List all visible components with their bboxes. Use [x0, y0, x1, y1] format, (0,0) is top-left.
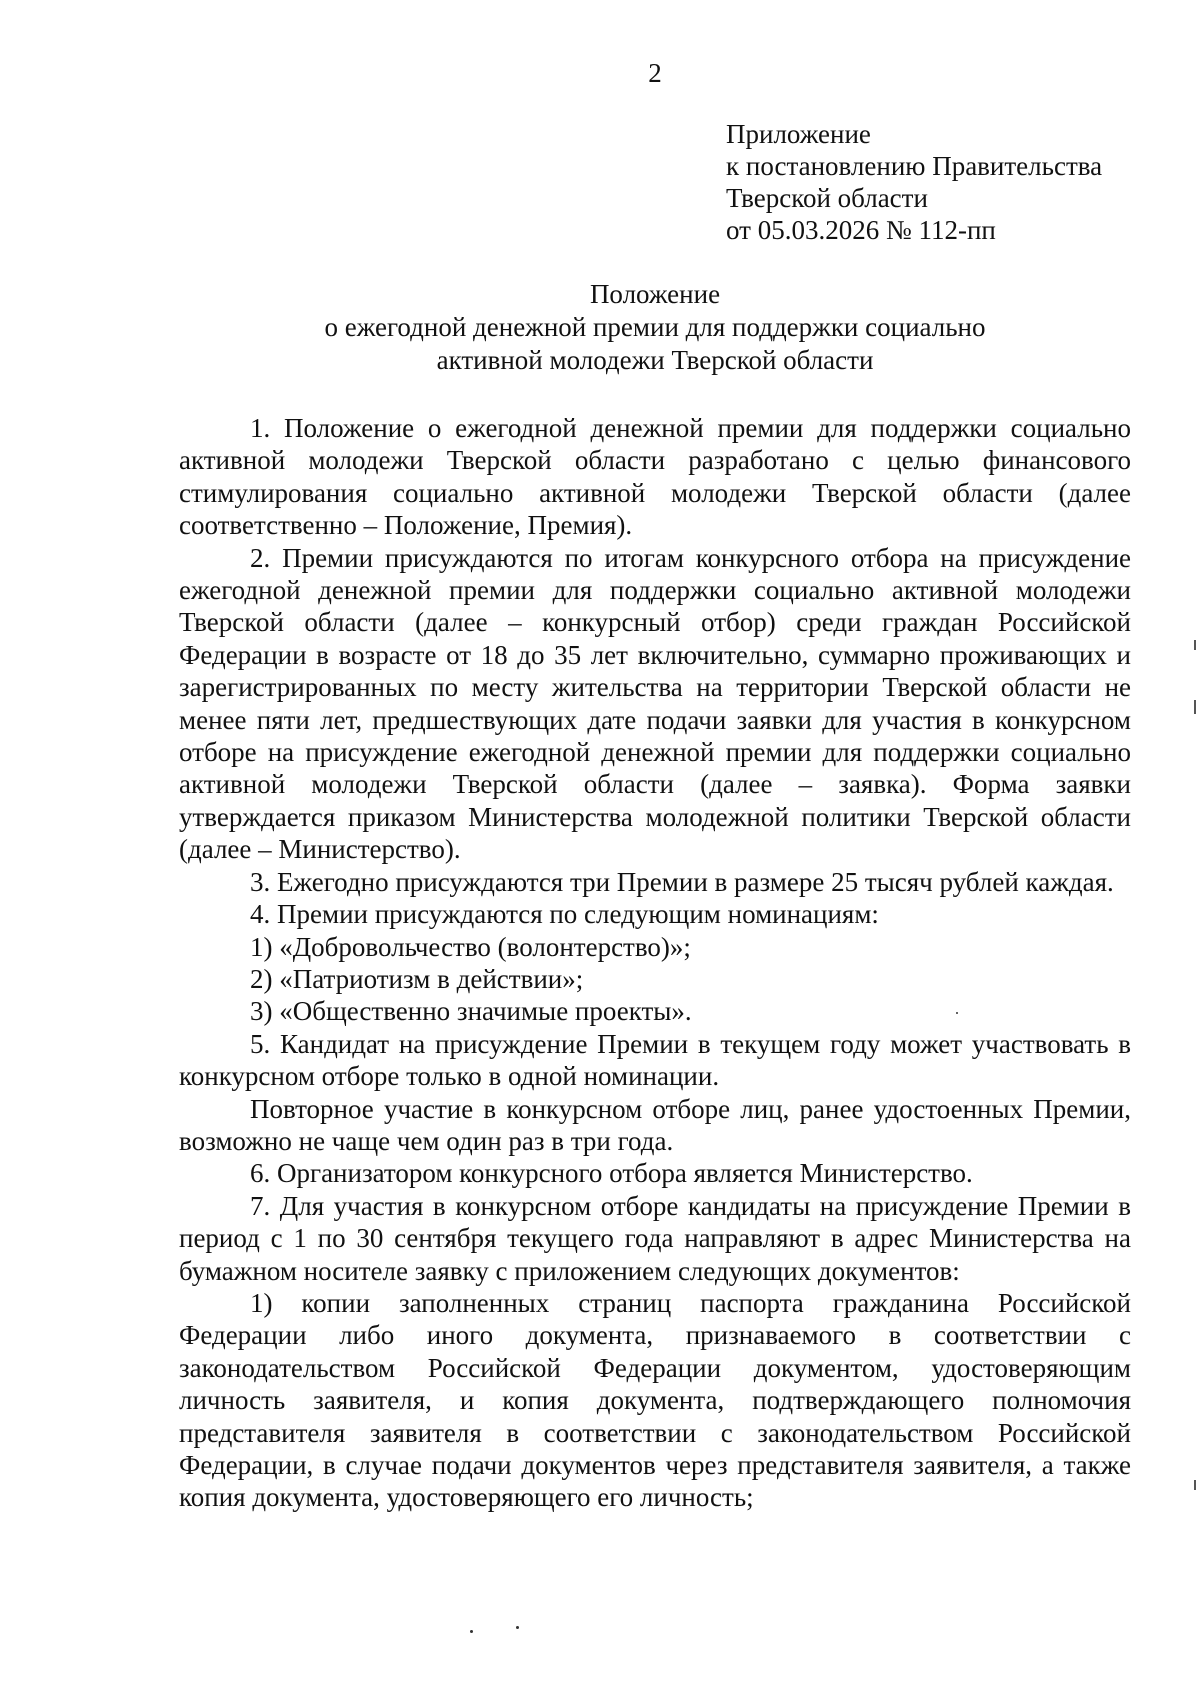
paragraph: 7. Для участия в конкурсном отборе кандидаты на присуждение Премии в период с 1 по 30 сентября текущего года направляют в адрес Министерства на бумажном носителе заявку с приложением следующих документов:	[179, 1190, 1131, 1286]
list-item: 1) копии заполненных страниц паспорта гражданина Российской Федерации либо иного документа, признаваемого в соответствии с законодательством Российской Федерации документом, удостоверяющим личность заявителя, и копия документа, подтверждающего полномочия представителя заявителя в соответствии с законодательством Российской Федерации, в случае подачи документов через представителя заявителя, а также копия документа, удостоверяющего его личность;	[179, 1287, 1131, 1513]
appendix-header	[726, 118, 1102, 246]
appendix-line: к постановлению Правительства	[726, 151, 1103, 181]
document-body	[179, 412, 1131, 1514]
paragraph: Повторное участие в конкурсном отборе лиц, ранее удостоенных Премии, возможно не чаще чем один раз в три года.	[179, 1093, 1131, 1156]
list-item: 3) «Общественно значимые проекты».	[250, 996, 692, 1027]
scan-artifact	[1194, 700, 1196, 714]
title-line: активной молодежи Тверской области	[436, 345, 874, 375]
title-line: Положение	[589, 279, 721, 309]
document-title	[0, 278, 1200, 377]
appendix-line: от 05.03.2026 № 112-пп	[726, 215, 996, 245]
scan-artifact	[956, 1012, 958, 1014]
paragraph: 4. Премии присуждаются по следующим номинациям:	[250, 899, 879, 930]
appendix-line: Тверской области	[726, 183, 928, 213]
scan-artifact	[1194, 640, 1196, 650]
list-item: 1) «Добровольчество (волонтерство)»;	[250, 931, 691, 962]
list-item: 2) «Патриотизм в действии»;	[250, 963, 584, 994]
scan-artifact	[1194, 1480, 1196, 1490]
paragraph: 5. Кандидат на присуждение Премии в текущем году может участвовать в конкурсном отборе только в одной номинации.	[179, 1028, 1131, 1092]
paragraph: 6. Организатором конкурсного отбора является Министерство.	[250, 1158, 973, 1189]
scan-artifact	[470, 1630, 473, 1633]
paragraph: 1. Положение о ежегодной денежной премии для поддержки социально активной молодежи Тверской области разработано с целью финансового стимулирования социально активной молодежи Тверской области (далее соответственно – Положение, Премия).	[179, 413, 1131, 541]
paragraph: 2. Премии присуждаются по итогам конкурсного отбора на присуждение ежегодной денежной премии для поддержки социально активной молодежи Тверской области (далее – конкурсный отбор) среди граждан Российской Федерации в возрасте от 18 до 35 лет включительно, суммарно проживающих и зарегистрированных по месту жительства на территории Тверской области не менее пяти лет, предшествующих дате подачи заявки для участия в конкурсном отборе на присуждение ежегодной денежной премии для поддержки социально активной молодежи Тверской области (далее – заявка). Форма заявки утверждается приказом Министерства молодежной политики Тверской области (далее – Министерство).	[179, 542, 1131, 865]
scan-artifact	[516, 1626, 519, 1629]
title-line: о ежегодной денежной премии для поддержки социально	[324, 312, 986, 342]
appendix-line: Приложение	[726, 119, 871, 149]
paragraph: 3. Ежегодно присуждаются три Премии в размере 25 тысяч рублей каждая.	[250, 866, 1114, 897]
page-number: 2	[648, 58, 662, 88]
